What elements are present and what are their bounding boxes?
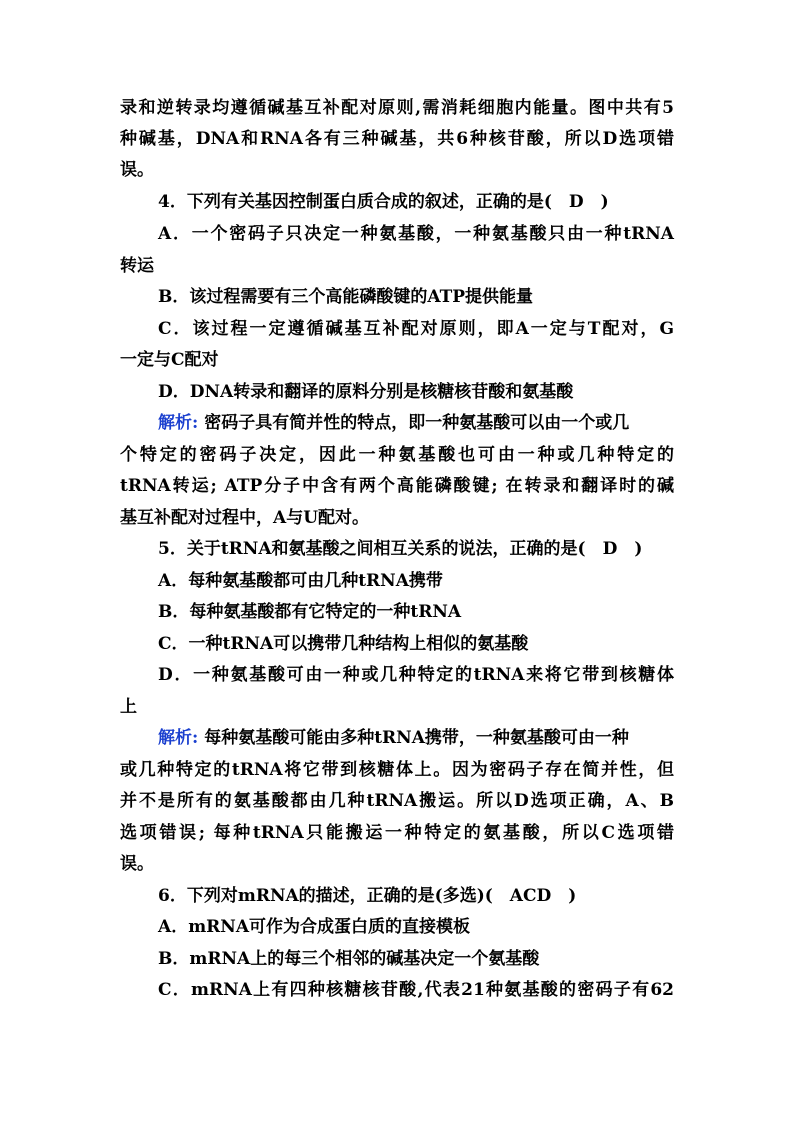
text-line: 并不是所有的氨基酸都由几种tRNA搬运。所以D选项正确，A、B (120, 791, 674, 811)
question-4-explanation (158, 413, 629, 435)
question-5-option-c: C．一种tRNA可以携带几种结构上相似的氨基酸 (158, 634, 529, 654)
question-5-option-d-cont: 上 (120, 697, 137, 717)
text-line: 基互补配对过程中，A与U配对。 (120, 508, 370, 528)
text-line: 个特定的密码子决定，因此一种氨基酸也可由一种或几种特定的 (120, 445, 674, 465)
explanation-label: 解析: (158, 728, 199, 748)
question-6-option-c: C．mRNA上有四种核糖核苷酸,代表21种氨基酸的密码子有62 (158, 980, 674, 1000)
explanation-text: 密码子具有简并性的特点，即一种氨基酸可以由一个或几 (204, 413, 630, 433)
explanation-label: 解析: (158, 413, 199, 433)
question-6-option-a: A．mRNA可作为合成蛋白质的直接模板 (158, 917, 471, 937)
text-line: 误。 (120, 160, 154, 180)
question-5-option-b: B．每种氨基酸都有它特定的一种tRNA (158, 602, 462, 622)
text-line: 误。 (120, 854, 154, 874)
question-5-option-d: D．一种氨基酸可由一种或几种特定的tRNA来将它带到核糖体 (158, 665, 674, 685)
question-6-stem: 6．下列对mRNA的描述，正确的是(多选)( ACD ) (158, 886, 577, 906)
question-4-option-a-cont: 转运 (120, 256, 154, 276)
question-6-option-b: B．mRNA上的每三个相邻的碱基决定一个氨基酸 (158, 949, 540, 969)
question-4-option-d: D．DNA转录和翻译的原料分别是核糖核苷酸和氨基酸 (158, 382, 574, 402)
text-line: 种碱基，DNA和RNA各有三种碱基，共6种核苷酸，所以D选项错 (120, 129, 674, 149)
question-4-stem: 4．下列有关基因控制蛋白质合成的叙述，正确的是( D ) (158, 192, 609, 212)
text-line: 选项错误; 每种tRNA只能搬运一种特定的氨基酸，所以C选项错 (120, 823, 674, 843)
question-5-explanation (158, 728, 629, 750)
question-4-option-a: A．一个密码子只决定一种氨基酸，一种氨基酸只由一种tRNA (158, 224, 674, 244)
question-5-option-a: A．每种氨基酸都可由几种tRNA携带 (158, 571, 443, 591)
question-4-option-c-cont: 一定与C配对 (120, 350, 219, 370)
explanation-text: 每种氨基酸可能由多种tRNA携带，一种氨基酸可由一种 (204, 728, 629, 748)
question-5-stem: 5．关于tRNA和氨基酸之间相互关系的说法，正确的是( D ) (158, 539, 643, 559)
text-line: 或几种特定的tRNA将它带到核糖体上。因为密码子存在简并性，但 (120, 760, 674, 780)
question-4-option-b: B．该过程需要有三个高能磷酸键的ATP提供能量 (158, 287, 534, 307)
question-4-option-c: C．该过程一定遵循碱基互补配对原则，即A一定与T配对，G (158, 319, 674, 339)
text-line: tRNA转运; ATP分子中含有两个高能磷酸键; 在转录和翻译时的碱 (120, 476, 674, 496)
text-line: 录和逆转录均遵循碱基互补配对原则,需消耗细胞内能量。图中共有5 (120, 98, 674, 118)
